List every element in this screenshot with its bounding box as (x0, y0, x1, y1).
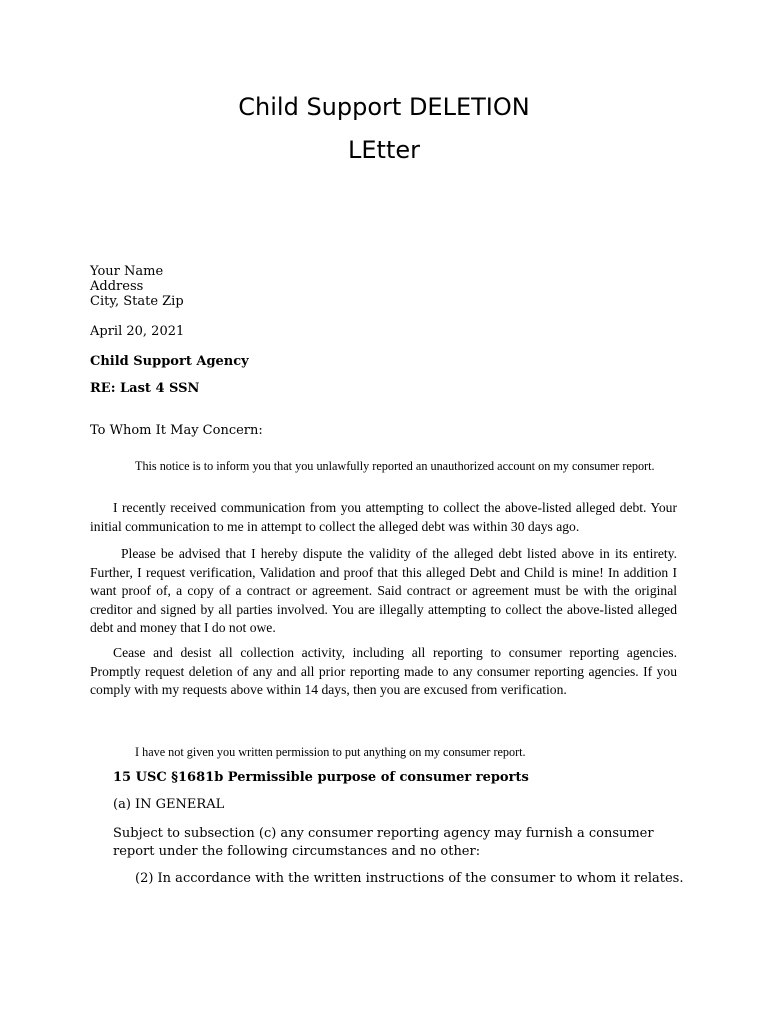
paragraph-communication: I recently received communication from you attempting to collect the above-listed alleged debt. Your initial communication to me in attempt to collect the alleged debt was within 30 days ago. (90, 500, 677, 534)
title-line-1: Child Support DELETION (238, 93, 530, 121)
sender-name: Your Name (90, 264, 164, 279)
statute-heading: 15 USC §1681b Permissible purpose of consumer reports (113, 770, 529, 785)
sender-city: City, State Zip (90, 294, 184, 309)
paragraph-dispute: Please be advised that I hereby dispute the validity of the alleged debt listed above in its entirety. Further, I request verification, Validation and proof that this alleged Debt and Child is mine! In addition I want proof of, a copy of a contract or agreement. Said contract or agreement must be with the original creditor and signed by all parties involved. You are illegally attempting to collect the above-listed alleged debt and money that I do not owe. (90, 546, 677, 635)
statute-clause: (2) In accordance with the written instructions of the consumer to whom it relates. (135, 871, 684, 886)
salutation: To Whom It May Concern: (90, 423, 263, 438)
reference-line: RE: Last 4 SSN (90, 381, 200, 396)
letter-title (0, 86, 768, 172)
paragraph-cease-desist: Cease and desist all collection activity, including all reporting to consumer reporting agencies. Promptly request deletion of any and all prior reporting made to any consumer reporting agencies. If you comply with my requests above within 14 days, then you are excused from verification. (90, 645, 677, 697)
letter-date: April 20, 2021 (90, 324, 185, 339)
statute-subsection: Subject to subsection (c) any consumer reporting agency may furnish a consumer report under the following circumstances and no other: (113, 826, 654, 859)
recipient-agency: Child Support Agency (90, 354, 249, 369)
statute-general: (a) IN GENERAL (113, 797, 225, 812)
sender-block (90, 264, 184, 309)
title-line-2: LEtter (348, 136, 420, 164)
sender-address: Address (90, 279, 144, 294)
paragraph-permission: I have not given you written permission to put anything on my consumer report. (135, 745, 526, 759)
paragraph-notice: This notice is to inform you that you unlawfully reported an unauthorized account on my consumer report. (135, 459, 655, 473)
